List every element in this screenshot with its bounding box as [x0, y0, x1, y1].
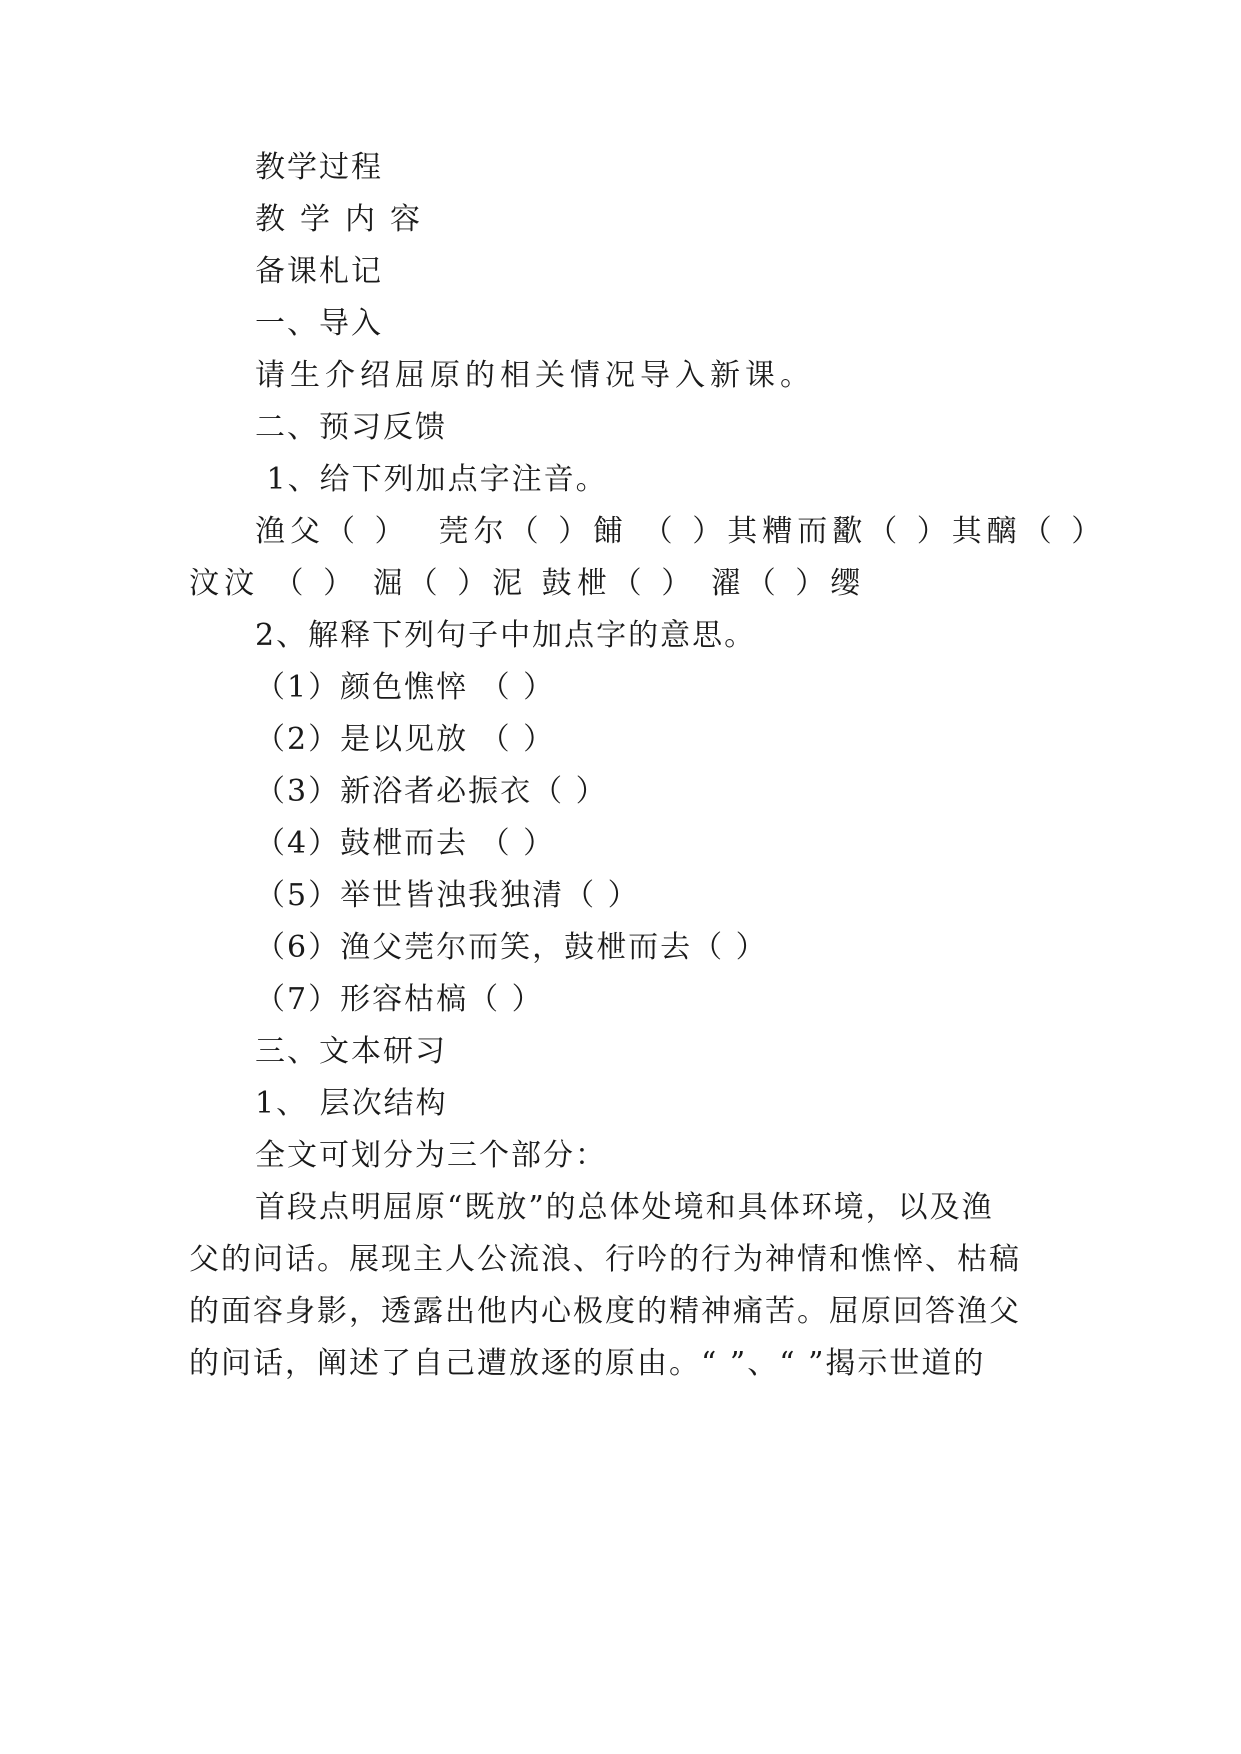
- exercise-item: （6）渔父莞尔而笑，鼓枻而去（ ）: [255, 930, 768, 965]
- exercise-item: （7）形容枯槁（ ）: [255, 982, 544, 1017]
- exercise-line-pronunciation-2: 汶汶 （ ） 淈（ ）泥 鼓枻（ ） 濯（ ）缨: [189, 566, 866, 601]
- paragraph-intro: 请生介绍屈原的相关情况导入新课。: [255, 358, 815, 393]
- exercise-item: （2）是以见放 （ ）: [255, 722, 556, 757]
- paragraph-line: 的面容身影，透露出他内心极度的精神痛苦。屈原回答渔父: [189, 1294, 1021, 1329]
- heading-teaching-content: 教学内容: [255, 202, 435, 237]
- exercise-item: （5）举世皆浊我独清（ ）: [255, 878, 640, 913]
- heading-teaching-process: 教学过程: [255, 150, 383, 185]
- exercise-item: （3）新浴者必振衣（ ）: [255, 774, 608, 809]
- exercise-item: （4）鼓枻而去 （ ）: [255, 826, 556, 861]
- section-heading-text-study: 三、文本研习: [255, 1034, 447, 1069]
- section-heading-preview: 二、预习反馈: [255, 410, 447, 445]
- paragraph-line: 父的问话。展现主人公流浪、行吟的行为神情和憔悴、枯稿: [189, 1242, 1021, 1277]
- exercise-heading-meaning: 2、解释下列句子中加点字的意思。: [255, 618, 757, 653]
- exercise-line-pronunciation-1: 渔父（ ） 莞尔（ ）餔 （ ）其糟而歠（ ）其醨（ ）: [255, 514, 1107, 549]
- paragraph-division: 全文可划分为三个部分：: [255, 1138, 607, 1173]
- paragraph-line: 的问话，阐述了自己遭放逐的原由。“ ”、“ ”揭示世道的: [189, 1346, 986, 1381]
- subheading-structure: 1、 层次结构: [255, 1086, 448, 1121]
- heading-lesson-notes: 备课札记: [255, 254, 383, 289]
- exercise-item: （1）颜色憔悴 （ ）: [255, 670, 556, 705]
- section-heading-intro: 一、导入: [255, 306, 383, 341]
- exercise-heading-pronunciation: 1、给下列加点字注音。: [255, 462, 608, 497]
- paragraph-line: 首段点明屈原“既放”的总体处境和具体环境，以及渔: [255, 1190, 994, 1225]
